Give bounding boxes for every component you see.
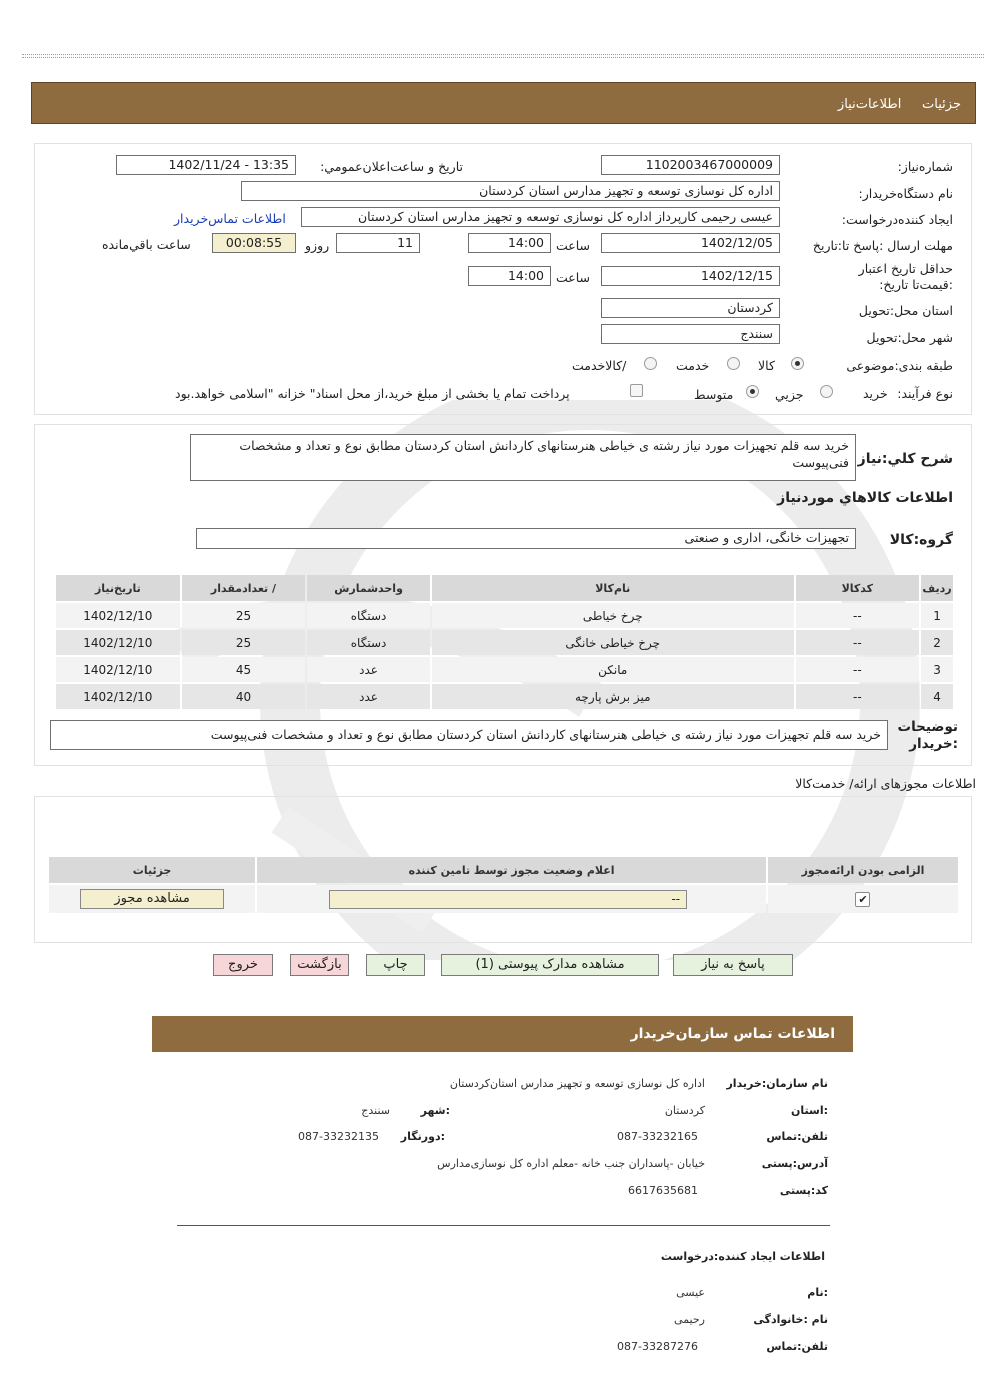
cell-name: مانکن — [432, 657, 794, 682]
remaining-time-label: ساعت باقي‌مانده — [102, 237, 191, 252]
category-goods-radio[interactable] — [791, 357, 804, 370]
contact-title: اطلاعات تماس سازمان‌خریدار — [630, 1026, 835, 1042]
cell-quantity: 25 — [182, 603, 306, 628]
view-attachments-button[interactable]: مشاهده مدارک پیوستی (1) — [441, 954, 659, 976]
cell-permit-required — [768, 885, 958, 913]
top-divider-2 — [22, 57, 984, 58]
process-medium-radio[interactable] — [746, 385, 759, 398]
goods-info-heading: اطلاعات کالاهاي موردنیاز — [777, 490, 953, 506]
cell-unit: دستگاه — [307, 603, 430, 628]
col-name: نام‌کالا — [432, 575, 794, 601]
remaining-time-field: 00:08:55 — [212, 233, 296, 253]
contact-org-label: نام سازمان:خریدار — [726, 1077, 828, 1090]
creator-phone-label: تلفن:تماس — [766, 1340, 828, 1353]
announce-label: تاریخ و ساعت‌اعلان‌عمومي: — [320, 159, 463, 174]
contact-province-value: کردستان — [664, 1104, 705, 1117]
col-quantity: / تعدادمقدار — [182, 575, 306, 601]
cell-unit: عدد — [307, 657, 430, 682]
process-label: نوع فرآیند: — [897, 386, 953, 401]
cell-quantity: 25 — [182, 630, 306, 655]
breadcrumb — [838, 97, 961, 112]
contact-title-bar — [152, 1016, 853, 1052]
creator-phone-value: 087-33287276 — [617, 1340, 698, 1353]
province-label: استان محل:تحویل — [858, 303, 953, 318]
validity-label: حداقل تاریخ اعتبار :قیمت‌تا تاریخ: — [858, 261, 953, 292]
cell-row: 2 — [921, 630, 953, 655]
contact-phone-label: تلفن:تماس — [766, 1130, 828, 1143]
category-both-label: /کالاخدمت — [572, 358, 627, 373]
cell-unit: دستگاه — [307, 630, 430, 655]
contact-postal-value: 6617635681 — [628, 1184, 698, 1197]
cell-name: میز برش پارچه — [432, 684, 794, 709]
goods-group-field: تجهیزات خانگی، اداری و صنعتی — [196, 528, 856, 549]
reply-deadline-label: مهلت ارسال :پاسخ تا:تاریخ — [812, 238, 953, 253]
permit-required-checkbox[interactable]: ✔ — [855, 892, 870, 907]
col-permit-details: جزئیات — [49, 857, 255, 883]
buyer-org-field: اداره کل نوسازی توسعه و تجهیز مدارس استان کردستان — [241, 181, 780, 201]
process-medium-label: متوسط — [694, 387, 734, 402]
creator-name-label: :نام — [807, 1286, 828, 1299]
cell-permit-details — [49, 885, 255, 913]
contact-city-label: :شهر — [420, 1104, 450, 1117]
cell-permit-status — [257, 885, 766, 913]
col-permit-required: الزامی بودن ارائه‌مجوز — [768, 857, 958, 883]
province-field: کردستان — [601, 298, 780, 318]
reply-time-label: ساعت — [556, 238, 591, 253]
cell-need-date: 1402/12/10 — [56, 657, 180, 682]
need-number-label: شماره‌نیاز: — [897, 159, 953, 174]
contact-fax-value: 087-33232135 — [298, 1130, 379, 1143]
process-buy-label: خرید — [863, 386, 888, 401]
contact-address-label: آدرس:پستی — [761, 1157, 828, 1170]
tab-need-info[interactable]: اطلاعات‌نیاز — [837, 97, 902, 112]
col-need-date: تاریخ‌نیاز — [56, 575, 180, 601]
exit-button[interactable]: خروج — [213, 954, 273, 976]
col-permit-status: اعلام وضعیت مجوز توسط تامین کننده — [257, 857, 766, 883]
page-title-bar — [31, 82, 976, 124]
buyer-org-label: نام دستگاه‌خریدار: — [858, 186, 953, 201]
tab-details[interactable]: جزئیات — [922, 97, 961, 112]
creator-info-title: اطلاعات ایجاد کننده:درخواست — [660, 1250, 825, 1263]
reply-time-field: 14:00 — [468, 233, 551, 253]
reply-date-field: 1402/12/05 — [601, 233, 780, 253]
cell-row: 4 — [921, 684, 953, 709]
contact-province-label: :استان — [791, 1104, 828, 1117]
contact-org-value: اداره کل نوسازی توسعه و تجهیز مدارس استان‌کردستان — [449, 1077, 705, 1090]
table-row — [56, 684, 953, 709]
announce-field: 1402/11/24 - 13:35 — [116, 155, 296, 175]
creator-label: ایجاد کننده‌درخواست: — [841, 212, 953, 227]
validity-date-field: 1402/12/15 — [601, 266, 780, 286]
table-row — [56, 630, 953, 655]
goods-table-header — [56, 575, 953, 601]
back-button[interactable]: بازگشت — [290, 954, 349, 976]
category-goods-label: کالا — [758, 358, 775, 373]
col-code: کدکالا — [796, 575, 919, 601]
permits-title: اطلاعات مجوزهای ارائه/ خدمت‌کالا — [795, 776, 976, 791]
col-row: ردیف — [921, 575, 953, 601]
category-service-label: خدمت — [676, 358, 710, 373]
cell-code: -- — [796, 603, 919, 628]
buyer-notes-field: خرید سه قلم تجهیزات مورد نیاز رشته ی خیاطی هنرستانهای کاردانش استان کردستان مطابق نوع و تعداد و مشخصات فنی‌پیوست — [50, 720, 888, 750]
buyer-contact-link[interactable]: اطلاعات تماس‌خریدار — [174, 211, 286, 226]
category-service-radio[interactable] — [727, 357, 740, 370]
contact-phone-value: 087-33232165 — [617, 1130, 698, 1143]
view-permit-button[interactable]: مشاهده مجوز — [80, 889, 224, 909]
cell-row: 3 — [921, 657, 953, 682]
print-button[interactable]: چاپ — [366, 954, 425, 976]
table-row — [56, 657, 953, 682]
days-field: 11 — [336, 233, 420, 253]
contact-address-value: خیابان -پاسداران جنب خانه -معلم اداره کل نوسازی‌مدارس — [437, 1157, 705, 1170]
cell-need-date: 1402/12/10 — [56, 630, 180, 655]
validity-time-label: ساعت — [556, 270, 591, 285]
permits-table — [47, 855, 960, 915]
cell-code: -- — [796, 657, 919, 682]
creator-name-value: عیسی — [676, 1286, 705, 1299]
category-both-radio[interactable] — [644, 357, 657, 370]
general-desc-field: خرید سه قلم تجهیزات مورد نیاز رشته ی خیاطی هنرستانهای کاردانش استان کردستان مطابق نوع و تعداد و مشخصات فنی‌پیوست — [190, 434, 856, 481]
process-partial-label: جزیي — [775, 387, 804, 402]
category-label: طبقه بندی:موضوعی — [846, 358, 953, 373]
city-label: شهر محل:تحویل — [866, 330, 953, 345]
creator-family-value: رحیمی — [674, 1313, 705, 1326]
cell-code: -- — [796, 630, 919, 655]
cell-name: چرخ خیاطی — [432, 603, 794, 628]
permits-table-header — [49, 857, 958, 883]
cell-code: -- — [796, 684, 919, 709]
treasury-text: پرداخت تمام یا بخشی از مبلغ خرید،از محل اسناد" خزانه "اسلامی خواهد.بود — [175, 386, 570, 401]
creator-family-label: نام :خانوادگی — [753, 1313, 828, 1326]
cell-need-date: 1402/12/10 — [56, 684, 180, 709]
general-desc-label: شرح کلي:نیاز — [857, 451, 953, 467]
col-unit: واحدشمارش — [307, 575, 430, 601]
buyer-notes-label: توضیحات :خریدار — [897, 719, 958, 752]
days-label: روزو — [305, 238, 330, 253]
cell-name: چرخ خیاطی خانگی — [432, 630, 794, 655]
permit-status-field: -- — [329, 890, 687, 909]
contact-postal-label: کد:پستی — [779, 1184, 828, 1197]
table-row — [56, 603, 953, 628]
contact-fax-label: :دورنگار — [400, 1130, 445, 1143]
cell-row: 1 — [921, 603, 953, 628]
cell-quantity: 45 — [182, 657, 306, 682]
cell-need-date: 1402/12/10 — [56, 603, 180, 628]
validity-time-field: 14:00 — [468, 266, 551, 286]
treasury-checkbox[interactable] — [630, 384, 643, 397]
goods-table — [54, 573, 955, 711]
city-field: سنندج — [601, 324, 780, 344]
top-divider — [22, 54, 984, 55]
contact-city-value: سنندج — [361, 1104, 390, 1117]
cell-quantity: 40 — [182, 684, 306, 709]
need-number-field: 1102003467000009 — [601, 155, 780, 175]
reply-button[interactable]: پاسخ به نیاز — [673, 954, 793, 976]
contact-divider — [177, 1225, 830, 1226]
process-partial-radio[interactable] — [820, 385, 833, 398]
goods-group-label: گروه:کالا — [889, 532, 953, 548]
permit-row — [49, 885, 958, 913]
creator-field: عیسی رحیمی کارپرداز اداره کل نوسازی توسعه و تجهیز مدارس استان کردستان — [301, 207, 780, 227]
cell-unit: عدد — [307, 684, 430, 709]
